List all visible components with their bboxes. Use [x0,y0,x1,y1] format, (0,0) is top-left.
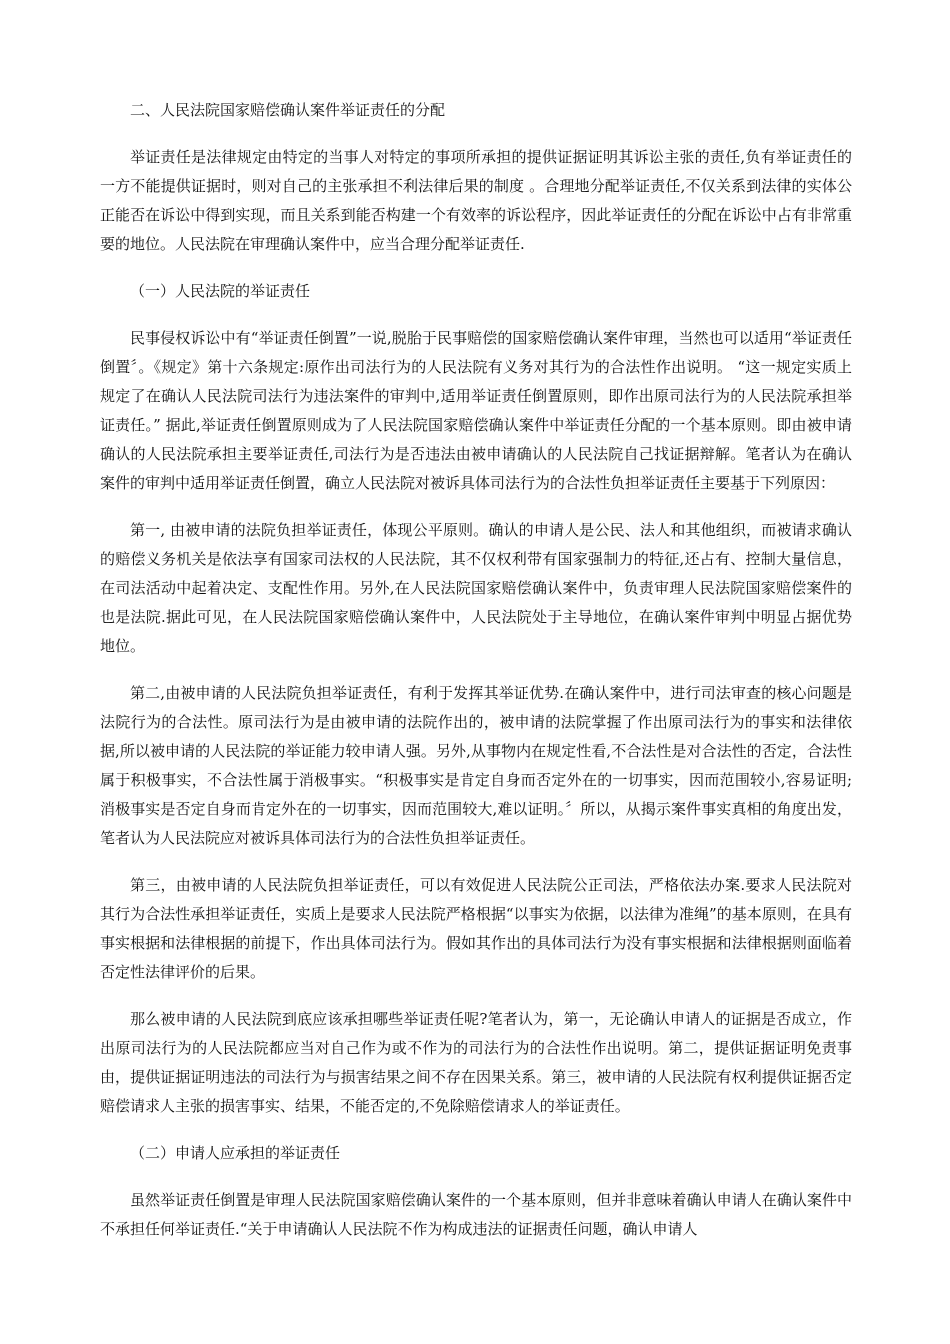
subsection-title-court: （一）人民法院的举证责任 [130,282,311,300]
section-title: 二、人民法院国家赔偿确认案件举证责任的分配 [130,101,446,119]
paragraph-burden-inversion: 民事侵权诉讼中有“举证责任倒置”一说,脱胎于民事赔偿的国家赔偿确认案件审理，当然也可以适用“举证责任倒置〞。《规定》第十六条规定:原作出司法行为的人民法院有义务对其行为的合法性作出说明。 “这一规定实质上规定了在确认人民法院司法行为违法案件的审判中,适用举证责任倒置原则，即作出原司法行为的人民法院承担举证责任。” 据此,举证责任倒置原则成为了人民法院国家赔偿确认案件中举证责任分配的一个基本原则。即由被申请确认的人民法院承担主要举证责任,司法行为是否违法由被申请确认的人民法院自己找证据辩解。笔者认为在确认案件的审判中适用举证责任倒置，确立人民法院对被诉具体司法行为的合法性负担举证责任主要基于下列原因： [100,329,852,492]
paragraph-reason-two: 第二,由被申请的人民法院负担举证责任，有利于发挥其举证优势.在确认案件中，进行司法审查的核心问题是法院行为的合法性。原司法行为是由被申请的法院作出的，被申请的法院掌握了作出原司法行为的事实和法律依据,所以被申请的人民法院的举证能力较申请人强。另外,从事物内在规定性看,不合法性是对合法性的否定，合法性属于积极事实，不合法性属于消极事实。“积极事实是肯定自身而否定外在的一切事实，因而范围较小,容易证明;消极事实是否定自身而肯定外在的一切事实，因而范围较大,难以证明。〞所以，从揭示案件事实真相的角度出发，笔者认为人民法院应对被诉具体司法行为的合法性负担举证责任。 [100,684,852,847]
paragraph-applicant-burden: 虽然举证责任倒置是审理人民法院国家赔偿确认案件的一个基本原则，但并非意味着确认申请人在确认案件中不承担任何举证责任.“关于申请确认人民法院不作为构成违法的证据责任问题，确认申请人 [100,1191,852,1238]
paragraph-burden-definition: 举证责任是法律规定由特定的当事人对特定的事项所承担的提供证据证明其诉讼主张的责任,负有举证责任的一方不能提供证据时，则对自己的主张承担不利法律后果的制度 。合理地分配举证责任,不仅关系到法律的实体公正能否在诉讼中得到实现，而且关系到能否构建一个有效率的诉讼程序，因此举证责任的分配在诉讼中占有非常重要的地位。人民法院在审理确认案件中，应当合理分配举证责任. [100,148,852,253]
document-body [100,96,852,1262]
paragraph-court-obligations: 那么被申请的人民法院到底应该承担哪些举证责任呢?笔者认为，第一，无论确认申请人的证据是否成立，作出原司法行为的人民法院都应当对自己作为或不作为的司法行为的合法性作出说明。第二，提供证据证明免责事由，提供证据证明违法的司法行为与损害结果之间不存在因果关系。第三，被申请的人民法院有权利提供证据否定赔偿请求人主张的损害事实、结果，不能否定的,不免除赔偿请求人的举证责任。 [100,1010,852,1115]
subsection-title-applicant: （二）申请人应承担的举证责任 [130,1144,341,1162]
paragraph-reason-three: 第三，由被申请的人民法院负担举证责任，可以有效促进人民法院公正司法，严格依法办案.要求人民法院对其行为合法性承担举证责任，实质上是要求人民法院严格根据“以事实为依据，以法律为准绳”的基本原则，在具有事实根据和法律根据的前提下，作出具体司法行为。假如其作出的具体司法行为没有事实根据和法律根据则面临着否定性法律评价的后果。 [100,876,852,981]
paragraph-reason-one: 第一, 由被申请的法院负担举证责任，体现公平原则。确认的申请人是公民、法人和其他组织，而被请求确认的赔偿义务机关是依法享有国家司法权的人民法院，其不仅权利带有国家强制力的特征,还占有、控制大量信息，在司法活动中起着决定、支配性作用。另外,在人民法院国家赔偿确认案件中，负责审理人民法院国家赔偿案件的也是法院.据此可见，在人民法院国家赔偿确认案件中，人民法院处于主导地位，在确认案件审判中明显占据优势地位。 [100,521,852,655]
